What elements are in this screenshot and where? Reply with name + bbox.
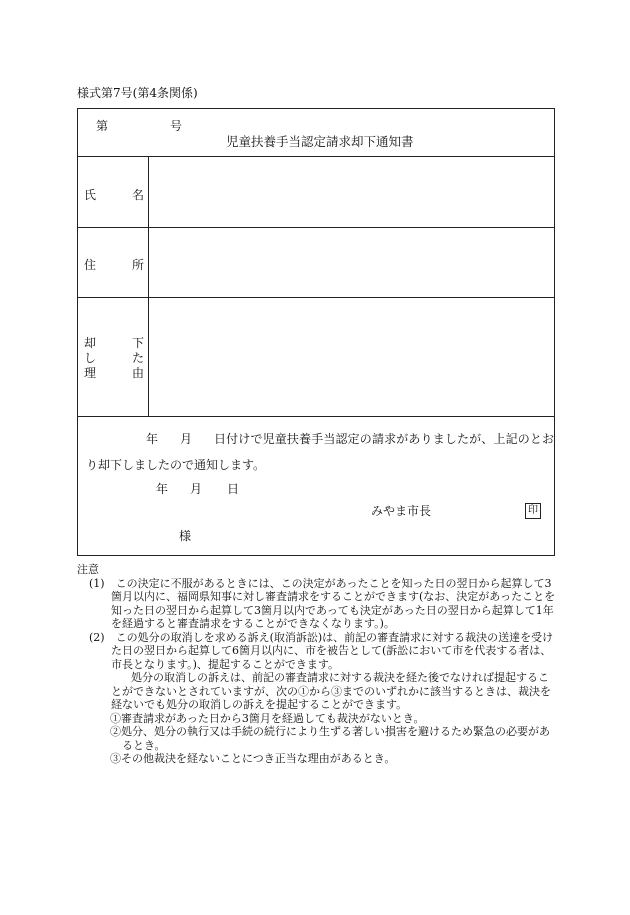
form-reference: 様式第7号(第4条関係) xyxy=(77,86,198,100)
note-item-2 xyxy=(77,631,557,672)
notice-text-line-2: り却下しましたので通知します。 xyxy=(86,458,266,472)
note-sub-item-1: ①審査請求があった日から3箇月を経過しても裁決がないとき。 xyxy=(110,711,425,725)
note-sub-item-3: ③その他裁決を経ないことにつき正当な理由があるとき。 xyxy=(110,752,396,765)
recipient-sama: 様 xyxy=(179,529,192,543)
note-item-1 xyxy=(77,577,557,631)
address-label-2: 所 xyxy=(132,258,145,272)
note-paragraph xyxy=(77,671,557,712)
number-suffix: 号 xyxy=(170,119,183,133)
number-prefix: 第 xyxy=(96,119,109,133)
address-label-1: 住 xyxy=(84,258,97,272)
note-text: この処分の取消しを求める訴え(取消訴訟)は、前記の審査請求に対する裁決の送達を受けた日の翌日から起算して6箇月以内に、市を被告として(訴訟において市を代表する者は、市長となります。)、提起することができます。 xyxy=(111,630,554,671)
name-label-2: 名 xyxy=(132,188,145,202)
document-title: 児童扶養手当認定請求却下通知書 xyxy=(226,134,414,149)
notice-month: 月 xyxy=(180,432,193,446)
date-year: 年 xyxy=(156,482,169,496)
issuer-name: みやま市長 xyxy=(371,504,432,518)
notes-heading: 注意 xyxy=(77,563,99,576)
note-text: この決定に不服があるときには、この決定があったことを知った日の翌日から起算して3箇月以内に、福岡県知事に対し審査請求をすることができます(なお、決定があったことを知った日の翌日から起算して3箇月以内であっても決定があった日の翌日から起算して1年を経過すると審査請求をすることができなくなります。)。 xyxy=(111,576,556,630)
reason-label-2b: た xyxy=(132,351,145,365)
notice-text-line-1: 日付けで児童扶養手当認定の請求がありましたが、上記のとお xyxy=(214,432,555,446)
date-month: 月 xyxy=(190,482,203,496)
reason-label-1a: 却 xyxy=(84,336,97,350)
note-sub-item-2: ②処分、処分の執行又は手続の続行により生ずる著しい損害を避けるため緊急の必要があるとき。 xyxy=(110,725,550,752)
note-paragraph-text: 処分の取消しの訴えは、前記の審査請求に対する裁決を経た後でなければ提起することができないとされていますが、次の①から③までのいずれかに該当するときは、裁決を経ないでも処分の取消しの訴えを提起することができます。 xyxy=(111,671,551,711)
notice-year: 年 xyxy=(146,432,159,446)
seal-mark: 印 xyxy=(525,503,541,519)
reason-label-1b: 下 xyxy=(132,336,145,350)
notice-form-table xyxy=(77,108,555,556)
note-number: (1) xyxy=(89,576,105,590)
reason-label-3a: 理 xyxy=(84,366,97,380)
note-number: (2) xyxy=(89,630,105,644)
reason-label-3b: 由 xyxy=(132,366,145,380)
row-divider xyxy=(78,227,554,228)
name-label-1: 氏 xyxy=(84,188,97,202)
reason-label-2a: し xyxy=(84,351,97,365)
row-divider xyxy=(78,297,554,298)
date-day: 日 xyxy=(227,482,240,496)
row-divider xyxy=(78,156,554,157)
label-column-divider xyxy=(148,156,149,416)
row-divider xyxy=(78,416,554,417)
notes-section xyxy=(77,563,557,766)
